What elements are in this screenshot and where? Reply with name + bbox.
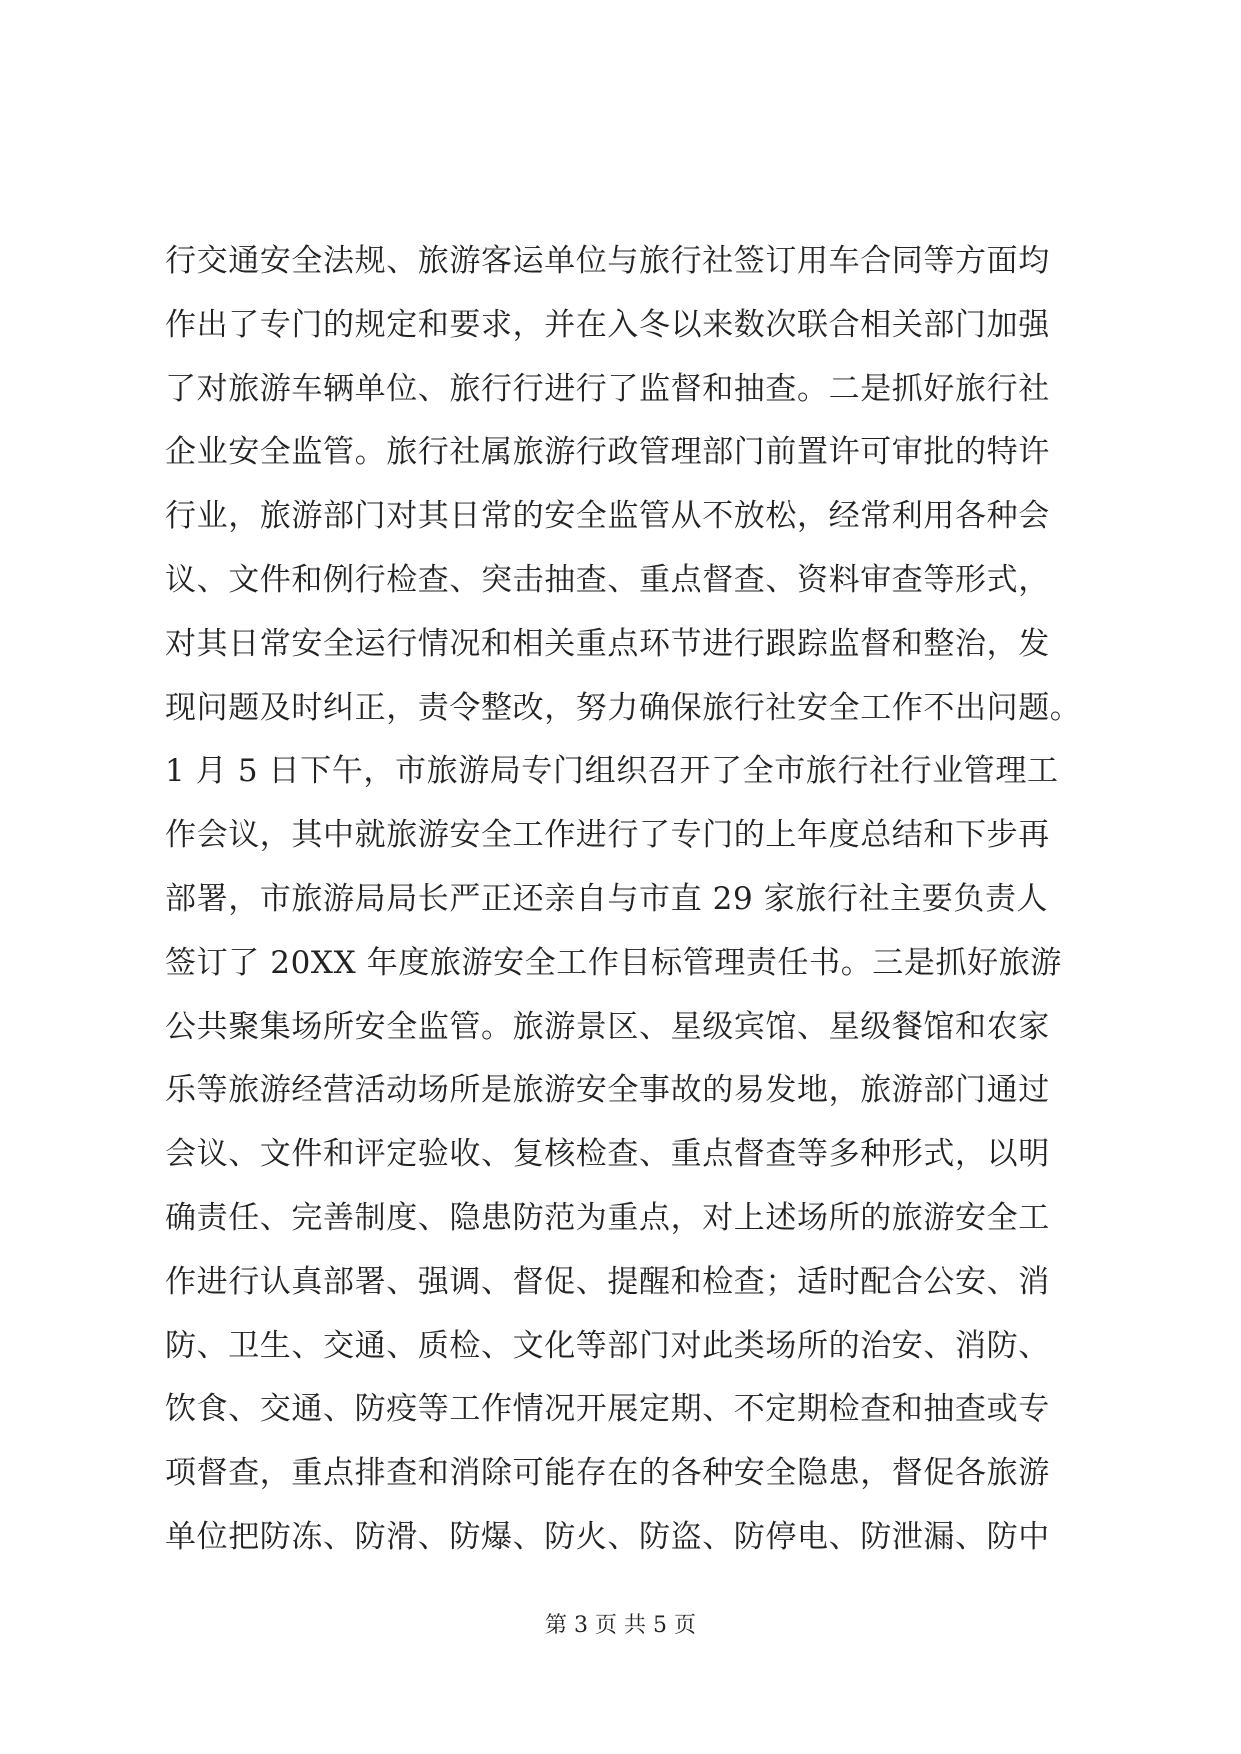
text-line: 单位把防冻、防滑、防爆、防火、防盗、防停电、防泄漏、防中	[165, 1518, 1050, 1555]
text-line: 确责任、完善制度、隐患防范为重点，对上述场所的旅游安全工	[165, 1199, 1050, 1236]
text-line: 作出了专门的规定和要求，并在入冬以来数次联合相关部门加强	[165, 306, 1050, 343]
text-line: 对其日常安全运行情况和相关重点环节进行跟踪监督和整治，发	[165, 625, 1050, 662]
text-line: 议、文件和例行检查、突击抽查、重点督查、资料审查等形式，	[165, 561, 1050, 598]
text-line: 作会议，其中就旅游安全工作进行了专门的上年度总结和下步再	[165, 817, 1050, 854]
text-line: 公共聚集场所安全监管。旅游景区、星级宾馆、星级餐馆和农家	[165, 1008, 1050, 1045]
text-line: 会议、文件和评定验收、复核检查、重点督查等多种形式，以明	[165, 1136, 1050, 1173]
document-body	[165, 230, 1085, 1570]
text-line: 饮食、交通、防疫等工作情况开展定期、不定期检查和抽查或专	[165, 1391, 1050, 1428]
text-line: 现问题及时纠正，责令整改，努力确保旅行社安全工作不出问题。	[165, 689, 1082, 726]
text-line: 作进行认真部署、强调、督促、提醒和检查；适时配合公安、消	[165, 1263, 1050, 1300]
text-line: 防、卫生、交通、质检、文化等部门对此类场所的治安、消防、	[165, 1327, 1050, 1364]
page-number-footer: 第 3 页 共 5 页	[545, 1613, 696, 1638]
text-line: 签订了 20XX 年度旅游安全工作目标管理责任书。三是抓好旅游	[165, 944, 1062, 981]
text-line: 企业安全监管。旅行社属旅游行政管理部门前置许可审批的特许	[165, 434, 1050, 471]
text-line: 了对旅游车辆单位、旅行行进行了监督和抽查。二是抓好旅行社	[165, 370, 1050, 407]
text-line: 项督查，重点排查和消除可能存在的各种安全隐患，督促各旅游	[165, 1455, 1050, 1492]
text-line: 部署，市旅游局局长严正还亲自与市直 29 家旅行社主要负责人	[165, 880, 1049, 917]
text-line: 1 月 5 日下午，市旅游局专门组织召开了全市旅行社行业管理工	[165, 753, 1059, 790]
text-line: 行业，旅游部门对其日常的安全监管从不放松，经常利用各种会	[165, 498, 1050, 535]
text-line: 乐等旅游经营活动场所是旅游安全事故的易发地，旅游部门通过	[165, 1072, 1050, 1109]
text-line: 行交通安全法规、旅游客运单位与旅行社签订用车合同等方面均	[165, 243, 1050, 279]
